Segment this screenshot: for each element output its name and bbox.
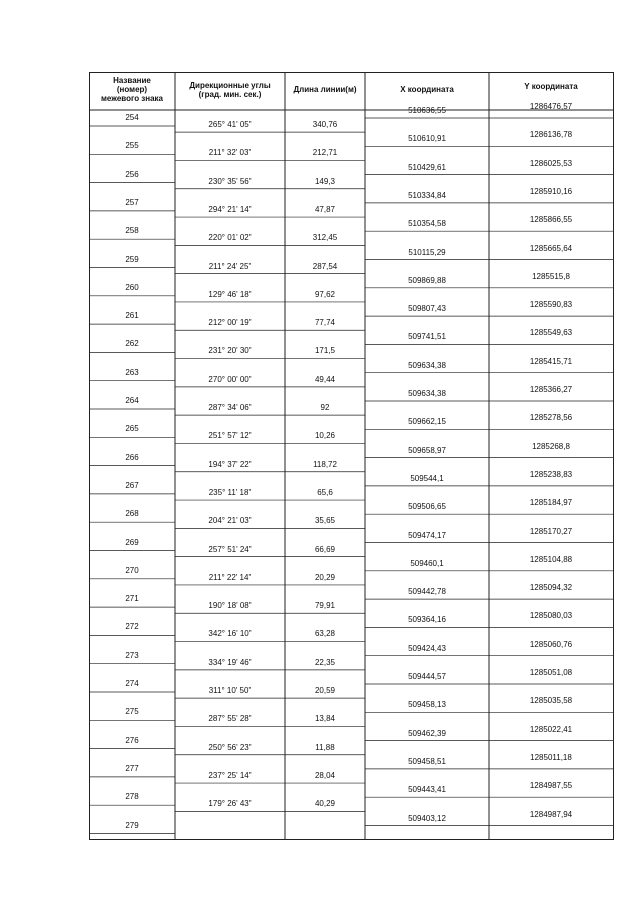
point-name: 260	[125, 282, 139, 292]
y-coordinate: 1285104,88	[529, 554, 573, 564]
line-length: 28,04	[314, 770, 336, 780]
x-coordinate: 509424,43	[408, 643, 446, 653]
point-name: 259	[125, 254, 139, 264]
line-length: 22,35	[314, 657, 336, 667]
header-line-length: Длина линии(м)	[293, 85, 357, 94]
x-coordinate: 509444,57	[408, 672, 446, 681]
x-coordinate: 509506,65	[408, 502, 446, 512]
x-coordinate: 509662,15	[408, 417, 446, 427]
y-coordinate: 1285051,08	[529, 668, 573, 677]
point-name: 266	[125, 452, 139, 462]
point-name: 262	[125, 339, 139, 349]
y-coordinate: 1286476,57	[529, 102, 573, 111]
x-coordinate: 509474,17	[408, 530, 446, 540]
point-name: 265	[125, 424, 139, 434]
x-coordinate: 510115,29	[408, 247, 446, 257]
line-length: 47,87	[314, 204, 336, 214]
header-point-name-line2: (номер)	[116, 85, 148, 94]
direction-angle: 211° 24' 25"	[208, 261, 252, 271]
boundary-coordinates-table	[89, 72, 614, 840]
point-name: 267	[125, 480, 139, 490]
x-coordinate: 509462,39	[408, 728, 446, 738]
point-name: 256	[125, 169, 139, 179]
line-length: 65,6	[317, 487, 333, 497]
x-coordinate: 509403,12	[408, 813, 446, 823]
y-coordinate: 1285094,32	[529, 583, 573, 593]
direction-angle: 190° 18' 08"	[208, 601, 252, 611]
direction-angle: 257° 51' 24"	[208, 544, 252, 554]
x-coordinate: 510610,91	[408, 134, 446, 144]
x-coordinate: 510636,55	[408, 106, 446, 115]
point-name: 271	[125, 594, 139, 604]
direction-angle: 250° 56' 23"	[208, 742, 252, 752]
direction-angle: 230° 35' 56"	[208, 176, 252, 186]
point-name: 261	[125, 311, 139, 321]
x-coordinate: 510429,61	[408, 162, 446, 172]
direction-angle: 211° 32' 03"	[208, 148, 252, 158]
y-coordinate: 1285022,41	[529, 724, 573, 734]
line-length: 63,28	[314, 629, 336, 639]
y-coordinate: 1285080,03	[529, 611, 573, 621]
header-direction-angle-line2: (град. мин. сек.)	[198, 90, 262, 99]
y-coordinate: 1285415,71	[529, 356, 573, 366]
y-coordinate: 1285366,27	[529, 385, 573, 394]
direction-angle: 294° 21' 14"	[208, 204, 252, 214]
direction-angle: 194° 37' 22"	[208, 459, 252, 469]
line-length: 35,65	[314, 516, 336, 526]
x-coordinate: 509807,43	[408, 304, 446, 314]
x-coordinate: 509634,38	[408, 389, 446, 398]
point-name: 278	[125, 792, 139, 802]
header-direction-angle-line1: Дирекционные углы	[189, 81, 271, 90]
y-coordinate: 1285549,63	[529, 328, 573, 338]
line-length: 340,76	[312, 120, 338, 129]
line-length: 40,29	[314, 799, 336, 809]
x-coordinate: 509869,88	[408, 275, 446, 285]
header-x-coordinate: X координата	[400, 85, 454, 94]
point-name: 255	[125, 141, 139, 151]
line-length: 287,54	[312, 261, 338, 271]
point-name: 254	[125, 113, 139, 122]
direction-angle: 235° 11' 18"	[208, 487, 252, 497]
line-length: 149,3	[314, 176, 336, 186]
direction-angle: 204° 21' 03"	[208, 516, 252, 526]
header-point-name	[89, 76, 175, 103]
x-coordinate: 509458,51	[408, 756, 446, 766]
direction-angle: 220° 01' 02"	[208, 233, 252, 243]
point-name: 258	[125, 226, 139, 236]
y-coordinate: 1285011,18	[530, 752, 572, 762]
x-coordinate: 509443,41	[408, 785, 446, 795]
y-coordinate: 1285866,55	[529, 215, 573, 225]
direction-angle: 311° 10' 50"	[208, 686, 252, 695]
y-coordinate: 1285665,64	[529, 243, 573, 253]
x-coordinate: 510334,84	[408, 190, 446, 200]
point-name: 277	[125, 763, 139, 773]
line-length: 92	[320, 403, 330, 412]
line-length: 312,45	[312, 233, 338, 243]
x-coordinate: 509442,78	[408, 587, 446, 597]
direction-angle: 231° 20' 30"	[208, 346, 252, 356]
line-length: 171,5	[314, 346, 336, 356]
line-length: 20,29	[314, 572, 336, 582]
point-name: 257	[125, 197, 139, 207]
direction-angle: 334° 19' 46"	[208, 657, 252, 667]
y-coordinate: 1285910,16	[529, 186, 573, 196]
point-name: 263	[125, 367, 139, 377]
point-name: 276	[125, 735, 139, 745]
y-coordinate: 1285170,27	[529, 526, 573, 536]
line-length: 118,72	[313, 459, 337, 469]
point-name: 268	[125, 509, 139, 519]
x-coordinate: 509544,1	[410, 473, 444, 483]
point-name: 272	[125, 622, 139, 632]
direction-angle: 251° 57' 12"	[208, 431, 252, 441]
y-coordinate: 1286025,53	[529, 158, 573, 168]
direction-angle: 129° 46' 18"	[208, 289, 252, 299]
header-point-name-line1: Название	[113, 76, 151, 85]
direction-angle: 179° 26' 43"	[208, 799, 252, 809]
y-coordinate: 1286136,78	[529, 130, 573, 140]
point-name: 279	[125, 820, 139, 830]
y-coordinate: 1284987,55	[529, 781, 573, 791]
line-length: 20,59	[314, 686, 336, 695]
x-coordinate: 510354,58	[408, 219, 446, 229]
y-coordinate: 1284987,94	[529, 809, 573, 819]
line-length: 66,69	[314, 544, 336, 554]
x-coordinate: 509658,97	[408, 445, 446, 455]
point-name: 275	[125, 707, 139, 717]
point-name: 273	[125, 650, 139, 660]
line-length: 77,74	[314, 318, 336, 328]
direction-angle: 237° 25' 14"	[208, 770, 252, 780]
x-coordinate: 509741,51	[408, 332, 446, 342]
direction-angle: 342° 16' 10"	[208, 629, 252, 639]
line-length: 97,62	[314, 289, 336, 299]
y-coordinate: 1285278,56	[529, 413, 573, 423]
y-coordinate: 1285515,8	[532, 271, 570, 281]
line-length: 212,71	[312, 148, 338, 158]
direction-angle: 212° 00' 19"	[208, 318, 252, 328]
y-coordinate: 1285268,8	[532, 441, 570, 451]
point-name: 274	[125, 679, 139, 688]
direction-angle: 270° 00' 00"	[208, 374, 252, 384]
y-coordinate: 1285238,83	[529, 469, 573, 479]
y-coordinate: 1285590,83	[529, 300, 573, 310]
point-name: 270	[125, 565, 139, 575]
line-length: 11,88	[315, 742, 335, 752]
line-length: 10,26	[314, 431, 336, 441]
point-name: 264	[125, 396, 139, 405]
direction-angle: 287° 34' 06"	[208, 403, 252, 412]
x-coordinate: 509634,38	[408, 360, 446, 370]
point-name: 269	[125, 537, 139, 547]
direction-angle: 211° 22' 14"	[208, 572, 252, 582]
direction-angle: 265° 41' 05"	[208, 120, 252, 129]
direction-angle: 287° 55' 28"	[208, 714, 252, 724]
y-coordinate: 1285184,97	[529, 498, 573, 508]
x-coordinate: 509458,13	[408, 700, 446, 710]
header-point-name-line3: межевого знака	[100, 94, 164, 103]
line-length: 49,44	[314, 374, 336, 384]
line-length: 79,91	[314, 601, 336, 611]
header-y-coordinate: Y координата	[524, 82, 578, 91]
x-coordinate: 509460,1	[410, 558, 444, 568]
line-length: 13,84	[314, 714, 336, 724]
y-coordinate: 1285035,58	[529, 696, 573, 706]
y-coordinate: 1285060,76	[529, 639, 573, 649]
x-coordinate: 509364,16	[408, 615, 446, 625]
header-direction-angle	[175, 81, 285, 99]
